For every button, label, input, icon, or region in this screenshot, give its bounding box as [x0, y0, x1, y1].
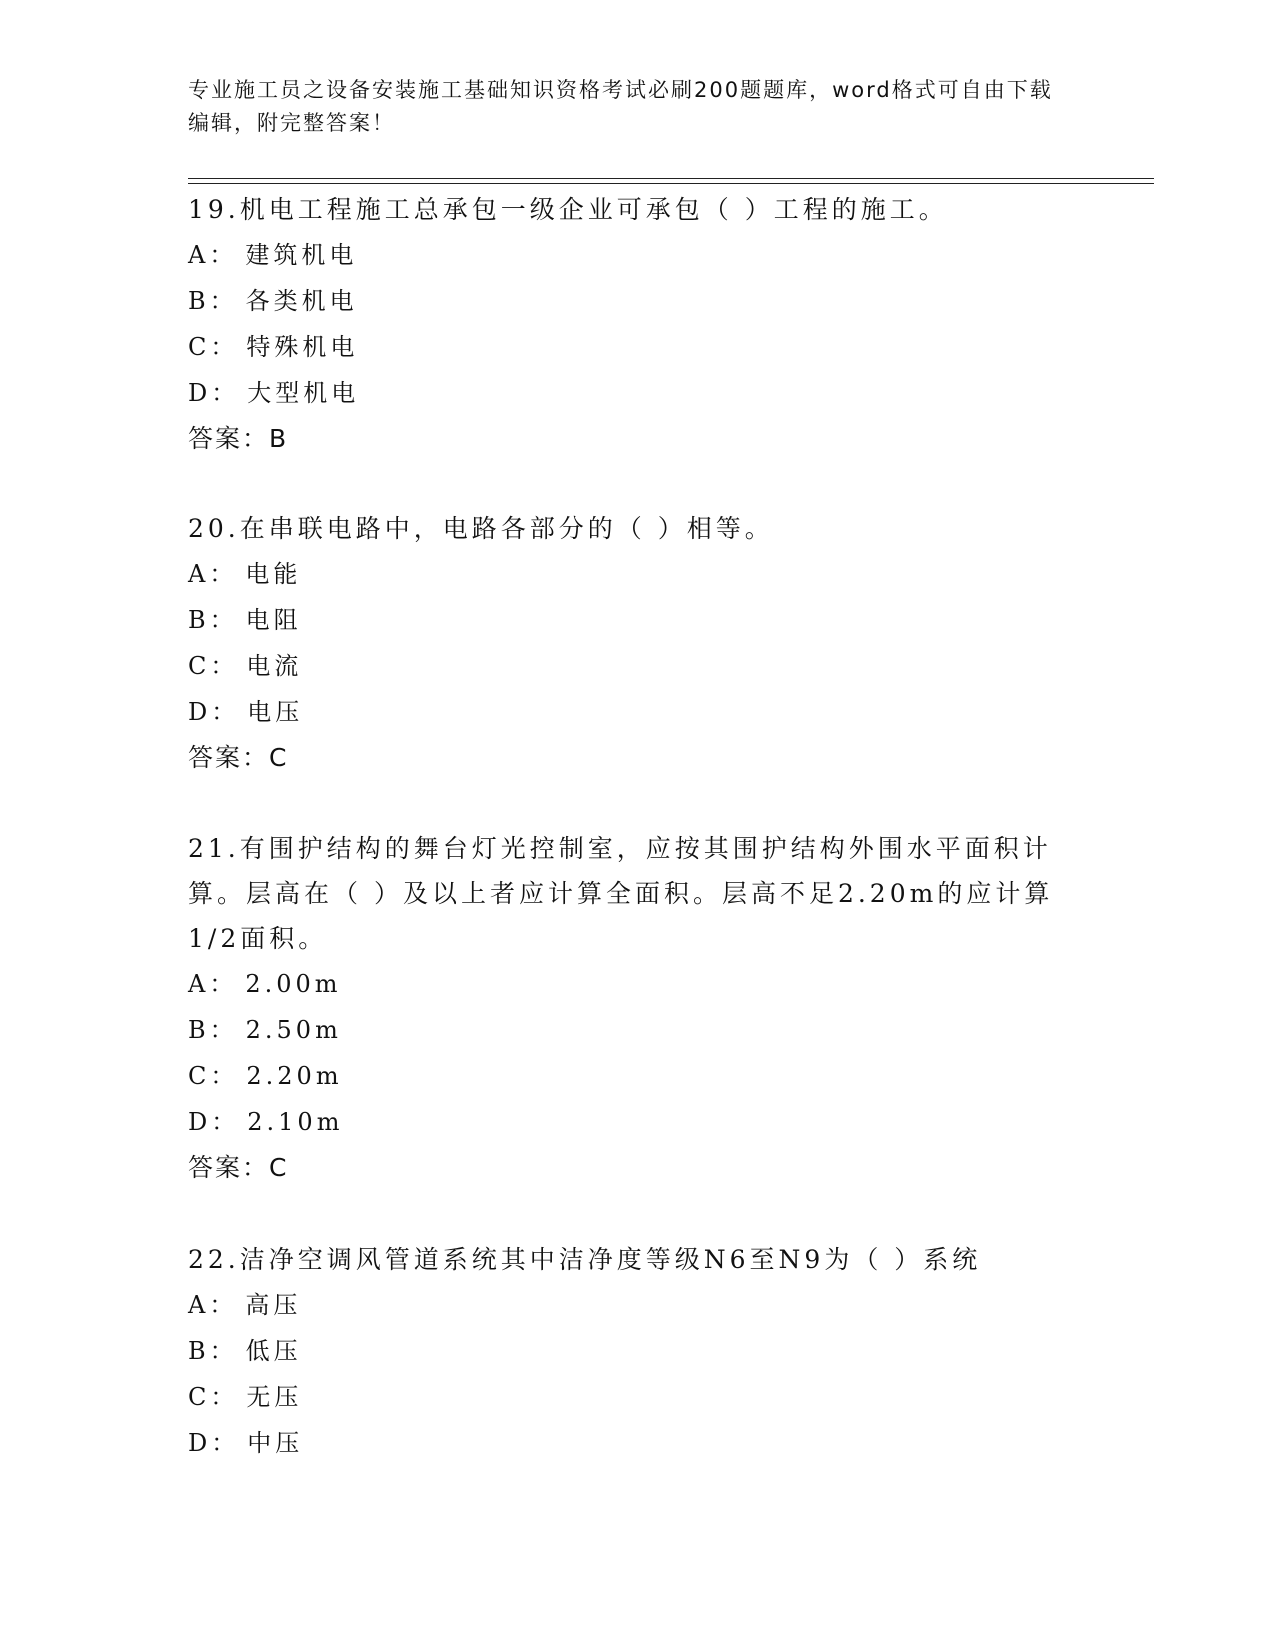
option-text: 电压 — [247, 698, 304, 726]
option-letter: A： — [188, 241, 238, 269]
option-text: 特殊机电 — [246, 333, 359, 361]
option-letter: C： — [188, 1062, 239, 1090]
option-text: 2.50m — [245, 1016, 342, 1044]
option-text: 大型机电 — [247, 379, 360, 407]
option-letter: B： — [188, 1016, 238, 1044]
question-stem: 21.有围护结构的舞台灯光控制室，应按其围护结构外围水平面积计算。层高在（ ）及以上者应计算全面积。层高不足2.20m的应计算1/2面积。 — [188, 834, 1054, 953]
option-letter: B： — [188, 287, 238, 315]
option-letter: B： — [188, 606, 238, 634]
question-stem: 19.机电工程施工总承包一级企业可承包（ ）工程的施工。 — [188, 195, 948, 224]
option-letter: D： — [188, 698, 240, 726]
option-a — [188, 232, 1088, 278]
option-text: 2.10m — [247, 1108, 344, 1136]
question-21 — [188, 826, 1088, 1191]
option-letter: D： — [188, 379, 240, 407]
option-text: 电流 — [246, 652, 303, 680]
option-c — [188, 643, 1088, 689]
option-text: 中压 — [247, 1429, 304, 1457]
option-letter: D： — [188, 1108, 240, 1136]
option-b — [188, 1328, 1088, 1374]
option-text: 高压 — [245, 1291, 302, 1319]
option-c — [188, 324, 1088, 370]
question-22 — [188, 1237, 1088, 1466]
question-stem: 20.在串联电路中，电路各部分的（ ）相等。 — [188, 514, 774, 543]
header-divider-top — [188, 178, 1154, 179]
option-letter: A： — [188, 970, 238, 998]
option-text: 2.20m — [246, 1062, 343, 1090]
option-text: 各类机电 — [245, 287, 358, 315]
option-c — [188, 1053, 1088, 1099]
option-letter: A： — [188, 560, 238, 588]
option-text: 低压 — [245, 1337, 302, 1365]
document-header: 专业施工员之设备安装施工基础知识资格考试必刷200题题库，word格式可自由下载编辑，附完整答案！ — [188, 78, 1053, 135]
option-b — [188, 597, 1088, 643]
option-list — [188, 1282, 1088, 1466]
question-20 — [188, 506, 1088, 781]
option-list — [188, 551, 1088, 735]
option-list — [188, 961, 1088, 1145]
header-divider-bottom — [188, 183, 1154, 184]
option-a — [188, 1282, 1088, 1328]
option-text: 电阻 — [245, 606, 302, 634]
option-a — [188, 551, 1088, 597]
option-d — [188, 1420, 1088, 1466]
option-letter: D： — [188, 1429, 240, 1457]
question-19 — [188, 187, 1088, 462]
option-text: 无压 — [246, 1383, 303, 1411]
option-letter: B： — [188, 1337, 238, 1365]
question-stem: 22.洁净空调风管道系统其中洁净度等级N6至N9为（ ）系统 — [188, 1245, 982, 1274]
option-text: 建筑机电 — [245, 241, 358, 269]
option-list — [188, 232, 1088, 416]
option-b — [188, 1007, 1088, 1053]
answer-line: 答案：C — [188, 743, 289, 772]
option-d — [188, 1099, 1088, 1145]
option-b — [188, 278, 1088, 324]
option-text: 电能 — [245, 560, 302, 588]
option-letter: C： — [188, 652, 239, 680]
option-letter: C： — [188, 333, 239, 361]
option-letter: A： — [188, 1291, 238, 1319]
option-c — [188, 1374, 1088, 1420]
option-d — [188, 370, 1088, 416]
option-letter: C： — [188, 1383, 239, 1411]
option-text: 2.00m — [245, 970, 342, 998]
option-a — [188, 961, 1088, 1007]
option-d — [188, 689, 1088, 735]
answer-line: 答案：C — [188, 1153, 289, 1182]
answer-line: 答案：B — [188, 424, 289, 453]
